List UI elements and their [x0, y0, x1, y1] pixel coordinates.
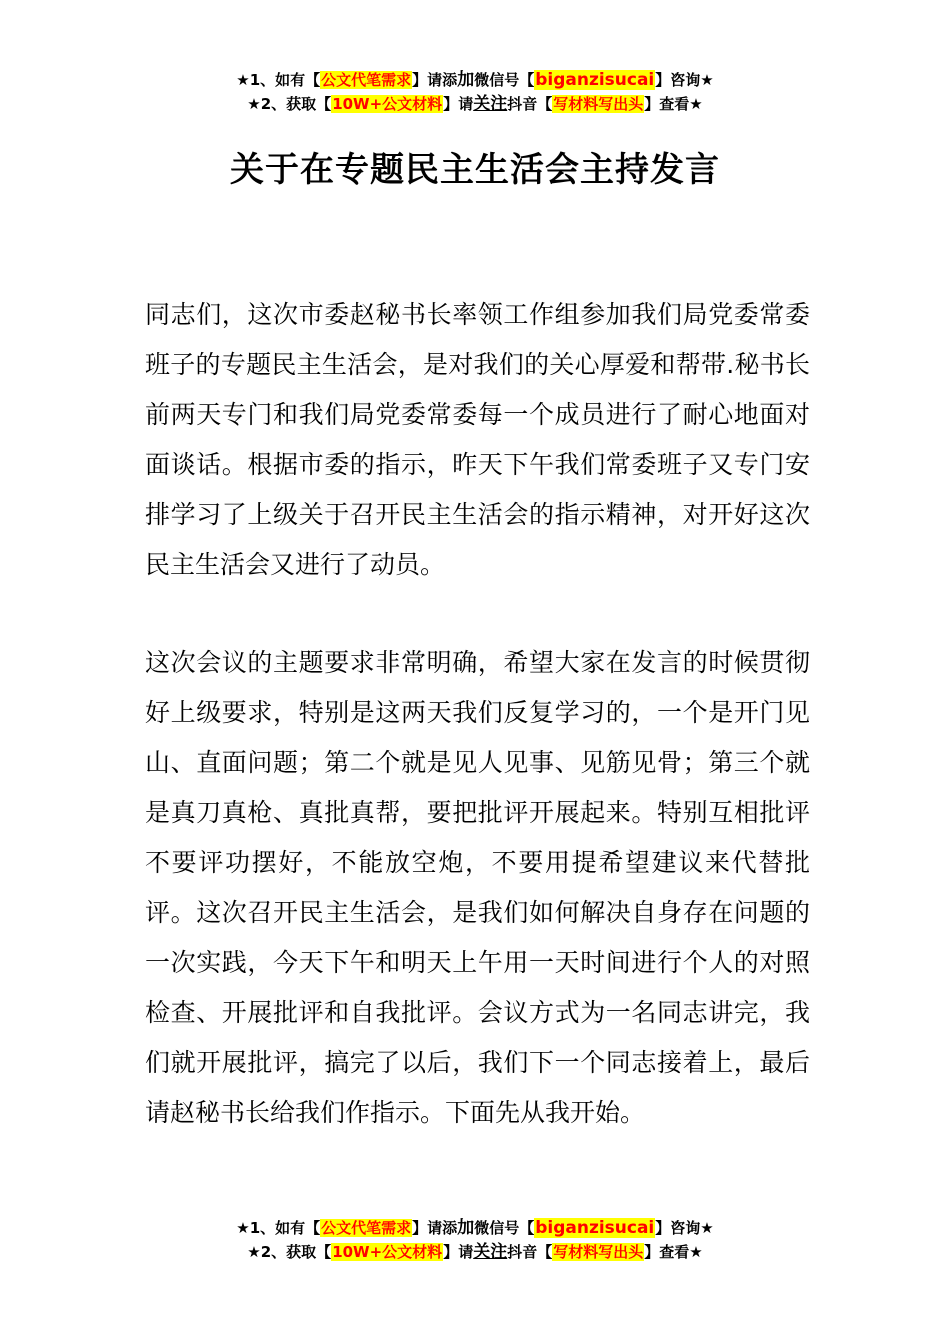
promo-text: 】查看★ — [644, 95, 703, 113]
promo-text: 】请 — [443, 95, 474, 113]
promo-emphasis: 加 — [457, 70, 475, 90]
promo-douyin-name: 写材料写出头 — [553, 95, 644, 113]
promo-wechat-id: biganzisucai — [535, 1218, 655, 1238]
paragraph-2: 这次会议的主题要求非常明确，希望大家在发言的时候贯彻好上级要求，特别是这两天我们反复学习的，一个是开门见山、直面问题；第二个就是见人见事、见筋见骨；第三个就是真刀真枪、真批真帮，要把批评开展起来。特别互相批评不要评功摆好，不能放空炮，不要用提希望建议来代替批评。这次召开民主生活会，是我们如何解决自身存在问题的一次实践，今天下午和明天上午用一天时间进行个人的对照检查、开展批评和自我批评。会议方式为一名同志讲完，我们就开展批评，搞完了以后，我们下一个同志接着上，最后请赵秘书长给我们作指示。下面先从我开始。 — [145, 648, 810, 1127]
paragraph-1: 同志们，这次市委赵秘书长率领工作组参加我们局党委常委班子的专题民主生活会，是对我们的关心厚爱和帮带.秘书长前两天专门和我们局党委常委每一个成员进行了耐心地面对面谈话。根据市委的指示，昨天下午我们常委班子又专门安排学习了上级关于召开民主生活会的指示精神，对开好这次民主生活会又进行了动员。 — [145, 300, 810, 579]
promo-text: 抖音【 — [507, 1243, 553, 1261]
promo-text: 】咨询★ — [655, 1219, 714, 1237]
promo-text: 】查看★ — [644, 1243, 703, 1261]
promo-text: 】请添 — [412, 1219, 458, 1237]
promo-text: 】请 — [443, 1243, 474, 1261]
promo-text: 微信号【 — [474, 1219, 535, 1237]
promo-text: ★2、获取【 — [247, 95, 332, 113]
promo-douyin-name: 写材料写出头 — [553, 1243, 644, 1261]
promo-line-1 — [0, 1216, 950, 1240]
bottom-promo-banner — [0, 1216, 950, 1264]
promo-highlight: 公文代笔需求 — [321, 71, 412, 89]
promo-text: ★1、如有【 — [236, 71, 321, 89]
promo-text: 】咨询★ — [655, 71, 714, 89]
promo-emphasis: 关注 — [473, 1242, 508, 1262]
promo-highlight: 10W+公文材料 — [332, 1243, 443, 1261]
promo-highlight: 公文代笔需求 — [321, 1219, 412, 1237]
promo-emphasis: 加 — [457, 1218, 475, 1238]
promo-line-2 — [0, 92, 950, 116]
promo-highlight: 10W+公文材料 — [332, 95, 443, 113]
document-title: 关于在专题民主生活会主持发言 — [230, 150, 720, 190]
promo-text: ★2、获取【 — [247, 1243, 332, 1261]
top-promo-banner — [0, 68, 950, 116]
promo-line-2 — [0, 1240, 950, 1264]
promo-text: 微信号【 — [474, 71, 535, 89]
promo-text: 】请添 — [412, 71, 458, 89]
promo-line-1 — [0, 68, 950, 92]
promo-emphasis: 关注 — [473, 94, 508, 114]
promo-text: 抖音【 — [507, 95, 553, 113]
promo-text: ★1、如有【 — [236, 1219, 321, 1237]
promo-wechat-id: biganzisucai — [535, 70, 655, 90]
